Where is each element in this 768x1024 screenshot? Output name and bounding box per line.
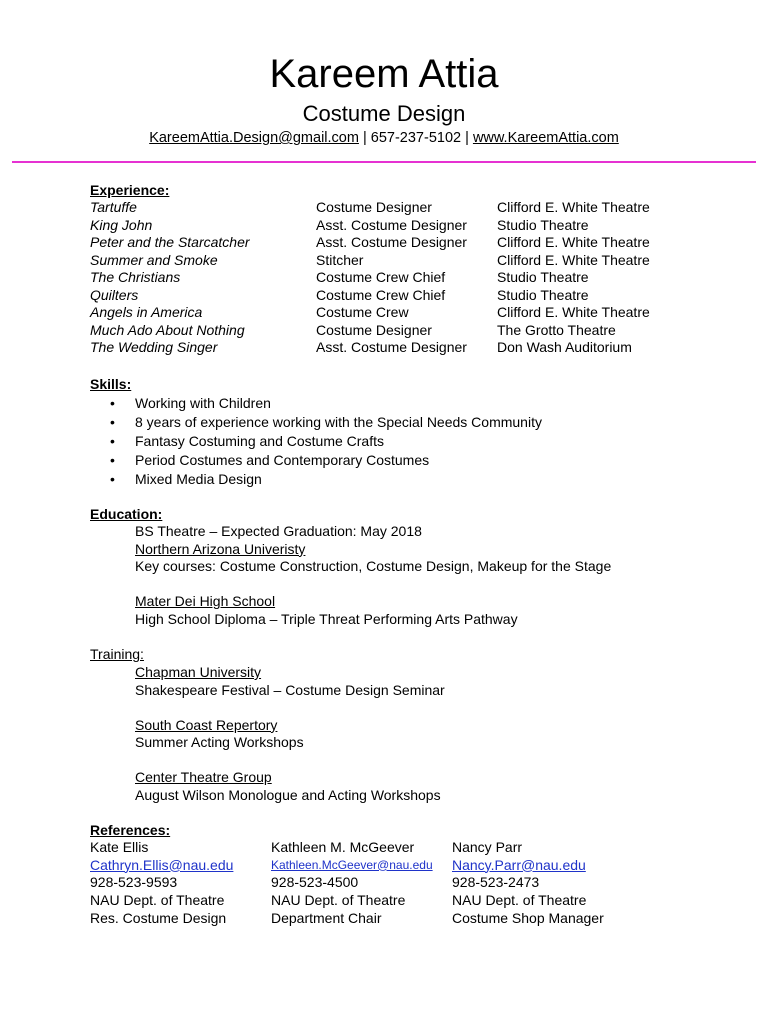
- ref-phone: 928-523-4500: [271, 874, 359, 891]
- diploma-text: High School Diploma – Triple Threat Performing Arts Pathway: [135, 610, 518, 627]
- bullet-icon: •: [110, 395, 115, 411]
- ref-title: Department Chair: [271, 909, 382, 926]
- ref-name: Nancy Parr: [452, 839, 523, 855]
- contact-separator: |: [465, 130, 469, 146]
- email-link[interactable]: KareemAttia.Design@gmail.com: [149, 130, 359, 146]
- venue: Don Wash Auditorium: [497, 339, 632, 355]
- venue: Studio Theatre: [497, 286, 589, 303]
- ref-title: Res. Costume Design: [90, 909, 227, 926]
- training-org: Chapman University: [135, 664, 262, 680]
- role: Asst. Costume Designer: [316, 339, 467, 355]
- skill-text: Fantasy Costuming and Costume Crafts: [135, 433, 384, 449]
- contact-separator: |: [362, 130, 367, 146]
- skills-heading: Skills:: [90, 376, 132, 392]
- training-desc: August Wilson Monologue and Acting Workshops: [135, 786, 441, 803]
- table-row: [90, 199, 697, 217]
- skill-text: Period Costumes and Contemporary Costumes: [135, 452, 430, 468]
- training-org: South Coast Repertory: [135, 716, 278, 733]
- ref-email-link[interactable]: Nancy.Parr@nau.edu: [452, 856, 586, 873]
- header-divider: [12, 161, 756, 163]
- show-title: Much Ado About Nothing: [90, 321, 245, 338]
- table-row: [90, 304, 697, 322]
- ref-dept: NAU Dept. of Theatre: [90, 892, 225, 909]
- reference-card: [90, 839, 271, 928]
- skill-text: 8 years of experience working with the Special Needs Community: [135, 414, 542, 430]
- education-heading: Education:: [90, 506, 163, 522]
- role: Costume Crew: [316, 304, 409, 320]
- training-org: Center Theatre Group: [135, 769, 272, 785]
- role: Asst. Costume Designer: [316, 216, 467, 233]
- ref-dept: NAU Dept. of Theatre: [271, 892, 406, 909]
- show-title: Angels in America: [90, 304, 203, 320]
- show-title: Tartuffe: [90, 199, 137, 215]
- venue: Clifford E. White Theatre: [497, 199, 650, 215]
- references-heading: References:: [90, 822, 171, 838]
- ref-phone: 928-523-9593: [90, 874, 178, 891]
- role: Costume Crew Chief: [316, 269, 446, 285]
- show-title: King John: [90, 216, 153, 233]
- ref-name: Kathleen M. McGeever: [271, 839, 415, 855]
- venue: Studio Theatre: [497, 269, 589, 285]
- table-row: [90, 269, 697, 287]
- phone-number: 657-237-5102: [370, 130, 462, 146]
- venue: The Grotto Theatre: [497, 321, 616, 338]
- skill-text: Mixed Media Design: [135, 471, 262, 487]
- skill-text: Working with Children: [135, 395, 271, 411]
- list-item: [107, 470, 542, 489]
- training-desc: Shakespeare Festival – Costume Design Seminar: [135, 681, 445, 698]
- show-title: Peter and the Starcatcher: [90, 234, 250, 250]
- venue: Clifford E. White Theatre: [497, 234, 650, 250]
- role: Costume Designer: [316, 321, 432, 338]
- ref-dept: NAU Dept. of Theatre: [452, 892, 587, 909]
- venue: Studio Theatre: [497, 216, 589, 233]
- bullet-icon: •: [110, 433, 115, 449]
- skills-list: [107, 394, 542, 489]
- list-item: [107, 394, 542, 413]
- list-item: [107, 413, 542, 432]
- education-block: [135, 523, 611, 628]
- table-row: [90, 287, 697, 305]
- ref-phone: 928-523-2473: [452, 874, 540, 891]
- degree-text: BS Theatre – Expected Graduation: May 2018: [135, 523, 422, 539]
- bullet-icon: •: [110, 452, 115, 468]
- venue: Clifford E. White Theatre: [497, 304, 650, 320]
- show-title: Quilters: [90, 286, 139, 303]
- show-title: The Christians: [90, 269, 181, 285]
- ref-title: Costume Shop Manager: [452, 909, 604, 926]
- role: Costume Crew Chief: [316, 286, 446, 303]
- list-item: [107, 451, 542, 470]
- resume-subtitle: Costume Design: [302, 101, 466, 126]
- role: Asst. Costume Designer: [316, 234, 467, 250]
- table-row: [90, 217, 697, 235]
- table-row: [90, 339, 697, 357]
- school-name: Mater Dei High School: [135, 593, 276, 609]
- training-block: [135, 664, 445, 804]
- ref-name: Kate Ellis: [90, 839, 149, 855]
- reference-card: [271, 839, 452, 928]
- contact-line: [0, 128, 768, 148]
- list-item: [107, 432, 542, 451]
- table-row: [90, 252, 697, 270]
- resume-name: Kareem Attia: [269, 52, 499, 96]
- experience-table: [90, 199, 697, 357]
- references-grid: [90, 839, 652, 928]
- training-desc: Summer Acting Workshops: [135, 734, 304, 750]
- experience-heading: Experience:: [90, 182, 170, 198]
- bullet-icon: •: [110, 471, 115, 487]
- venue: Clifford E. White Theatre: [497, 251, 650, 268]
- training-heading: Training:: [90, 646, 144, 662]
- bullet-icon: •: [110, 414, 115, 430]
- ref-email-link[interactable]: Kathleen.McGeever@nau.edu: [271, 857, 433, 872]
- show-title: Summer and Smoke: [90, 251, 218, 268]
- table-row: [90, 322, 697, 340]
- show-title: The Wedding Singer: [90, 339, 218, 355]
- courses-text: Key courses: Costume Construction, Costume Design, Makeup for the Stage: [135, 558, 612, 574]
- ref-email-link[interactable]: Cathryn.Ellis@nau.edu: [90, 856, 234, 873]
- reference-card: [452, 839, 652, 928]
- role: Stitcher: [316, 251, 364, 268]
- website-link[interactable]: www.KareemAttia.com: [472, 130, 619, 146]
- table-row: [90, 234, 697, 252]
- school-name: Northern Arizona Univeristy: [135, 540, 306, 557]
- role: Costume Designer: [316, 199, 432, 215]
